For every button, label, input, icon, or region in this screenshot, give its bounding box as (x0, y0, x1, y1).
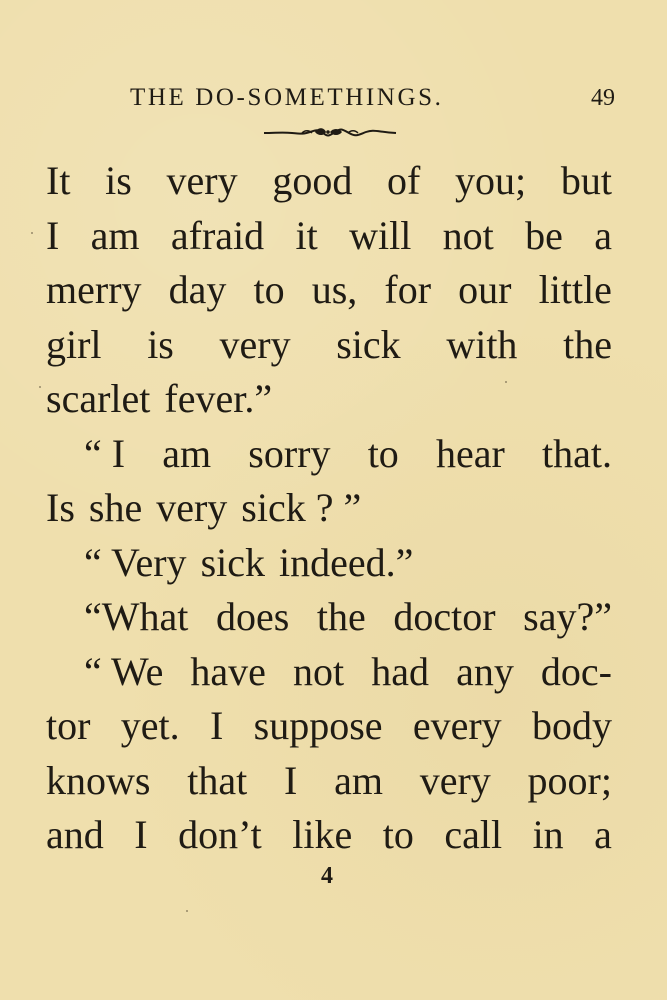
word: say?” (523, 594, 612, 639)
word: very (419, 757, 491, 803)
word: good (272, 158, 353, 203)
text-line (46, 645, 612, 700)
word: sorry (248, 430, 331, 476)
signature-mark: 4 (321, 863, 333, 889)
word: knows (46, 757, 151, 803)
text-line (46, 808, 612, 863)
word: that. (541, 430, 612, 476)
running-head (130, 84, 615, 114)
text-line (46, 372, 612, 427)
word: us, (311, 267, 358, 312)
word: am (90, 212, 140, 258)
word: it (295, 212, 318, 258)
text-line (46, 318, 612, 373)
word: very (219, 321, 291, 367)
word: am (334, 757, 383, 803)
word: not (293, 648, 345, 694)
word: she (88, 485, 143, 530)
text-line (46, 481, 612, 536)
word: scarlet (46, 376, 151, 421)
word: girl (46, 321, 102, 367)
paper-speck (505, 381, 507, 383)
word: for (384, 267, 432, 312)
paper-speck (39, 386, 41, 388)
text-line (46, 536, 612, 591)
text-line (46, 754, 612, 809)
word: in (532, 812, 564, 857)
word: am (162, 430, 212, 476)
word: is (105, 158, 132, 203)
word: indeed.” (279, 539, 414, 585)
word: body (532, 703, 612, 748)
word: be (525, 212, 563, 258)
text-line (46, 427, 612, 482)
word: of (387, 158, 421, 203)
page-text (46, 154, 612, 863)
word: fever.” (164, 376, 273, 421)
word: very (156, 485, 228, 530)
word: I (46, 212, 60, 258)
paper-speck (31, 232, 33, 234)
word: “What (84, 594, 189, 639)
word: our (458, 267, 512, 312)
word: a (594, 812, 612, 857)
word: tor (46, 703, 91, 748)
word: sick ? ” (241, 485, 362, 530)
word: doc- (540, 648, 612, 694)
word: had (371, 648, 429, 694)
word: sick (336, 321, 401, 367)
word: does (215, 594, 290, 639)
word: day (168, 267, 227, 312)
page-number: 49 (591, 85, 615, 111)
text-line (46, 263, 612, 318)
text-line (46, 154, 612, 209)
word: don’t (178, 812, 262, 857)
word: is (147, 321, 174, 367)
running-title: THE DO-SOMETHINGS. (130, 84, 444, 111)
word: every (412, 703, 502, 748)
word: the (316, 594, 366, 639)
word: merry (46, 267, 142, 312)
word: the (563, 321, 612, 367)
text-line (46, 699, 612, 754)
word: but (560, 158, 612, 203)
word: “ Very (84, 539, 187, 585)
word: like (292, 812, 353, 857)
word: a (594, 212, 612, 258)
word: to (382, 812, 414, 857)
word: to (253, 267, 285, 312)
word: you; (455, 158, 527, 203)
word: little (538, 267, 612, 312)
word: have (190, 648, 266, 694)
word: I (134, 812, 148, 857)
word: afraid (170, 212, 265, 258)
word: Is (46, 485, 75, 530)
paper-speck (186, 910, 188, 912)
text-line (46, 209, 612, 264)
word: that (187, 757, 248, 803)
word: I (209, 703, 224, 748)
word: suppose (253, 703, 383, 748)
word: sick (200, 539, 265, 585)
decorative-header-rule-icon (262, 124, 398, 140)
word: “ We (84, 648, 164, 694)
word: “ I (84, 430, 126, 476)
word: very (166, 158, 238, 203)
word: will (349, 212, 412, 258)
word: to (367, 430, 399, 476)
word: any (456, 648, 514, 694)
word: with (446, 321, 518, 367)
word: call (444, 812, 503, 857)
word: It (46, 158, 71, 203)
word: hear (435, 430, 505, 476)
word: doctor (393, 594, 496, 639)
text-line (46, 590, 612, 645)
word: and (46, 812, 104, 857)
word: I (283, 757, 298, 803)
word: poor; (527, 757, 612, 803)
word: yet. (120, 703, 180, 748)
word: not (442, 212, 494, 258)
